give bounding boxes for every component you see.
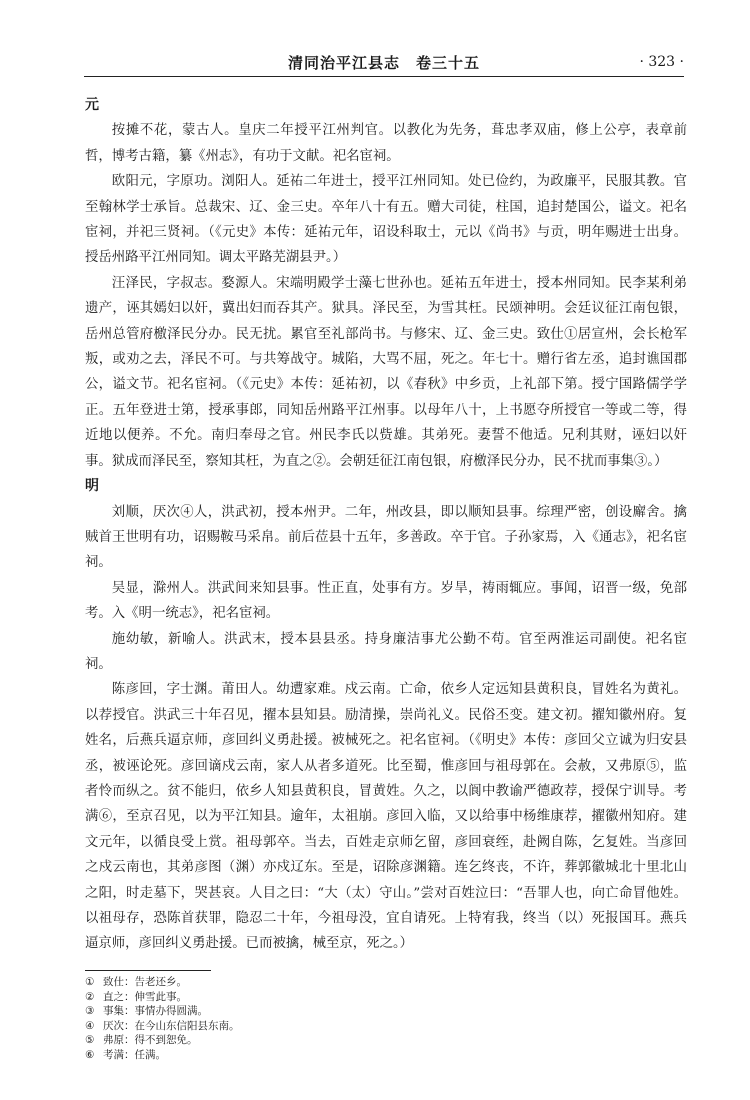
header-rule [84, 76, 684, 77]
footnote-item [85, 1033, 687, 1048]
footnote-item [85, 1004, 687, 1019]
footnote-text: 考满：任满。 [103, 1048, 166, 1061]
footnotes [85, 970, 687, 1062]
footnote-item [85, 1019, 687, 1034]
section-title-ming: 明 [85, 478, 99, 495]
entry-anshan-buhua: 按摊不花，蒙古人。皇庆二年授平江州判官。以教化为先务，葺忠孝双庙，修上公亭，表章前哲，博考古籍，纂《州志》，有功于文献。祀名宦祠。 [85, 123, 687, 164]
footnote-mark: ② [85, 990, 95, 1003]
entry-chen-yanhui: 陈彦回，字士渊。莆田人。幼遭家难。戍云南。亡命，依乡人定远知县黄积良，冒姓名为黄礼。以荐授官。洪武三十年召见，擢本县知县。励清操，崇尚礼义。民俗丕变。建文初。擢知徽州府。复姓名，后燕兵逼京师，彦回纠义勇赴援。被械死之。祀名宦祠。（《明史》本传：彦回父立诚为归安县丞，被诬论死。彦回谪戍云南，家人从者多道死。比至蜀，惟彦回与祖母郭在。会赦，又弗原⑤，监者怜而纵之。贫不能归，依乡人知县黄积良，冒黄姓。久之，以阆中教谕严德政荐，授保宁训导。考满⑥，至京召见，以为平江知县。逾年，太祖崩。彦回入临，又以给事中杨维康荐，擢徽州知府。建文元年，以循良受上赏。祖母郭卒。当去，百姓走京师乞留，彦回衰绖，赴阙自陈，乞复姓。当彦回之戍云南也，其弟彦图（渊）亦戍辽东。至是，诏除彦渊籍。连乞终丧，不许，葬郭徽城北十里北山之阳，时走墓下，哭甚哀。人目之曰：“大（太）守山。”尝对百姓泣曰：“吾罪人也，向亡命冒他姓。以祖母存，恐陈首获罪，隐忍二十年，今祖母没，宜自请死。上特宥我，终当（以）死报国耳。燕兵逼京师，彦回纠义勇赴援。已而被擒，械至京，死之。） [85, 682, 687, 952]
entry-shi-youmin: 施幼敏，新喻人。洪武末，授本县县丞。持身廉洁事尤公勤不苟。官至两淮运司副使。祀名宦祠。 [85, 631, 687, 672]
footnote-text: 弗原：得不到恕免。 [103, 1034, 198, 1046]
footnote-item [85, 1048, 687, 1063]
entry-wu-xian: 吴显，滁州人。洪武间来知县事。性正直，处事有方。岁旱，祷雨辄应。事闻，诏晋一级，免部考。入《明一统志》，祀名宦祠。 [85, 580, 687, 622]
page-header [84, 50, 684, 74]
footnote-mark: ⑤ [85, 1034, 95, 1046]
entry-ouyang-yuan: 欧阳元，字原功。浏阳人。延祐二年进士，授平江州同知。处已俭约，为政廉平，民服其教。官至翰林学士承旨。总裁宋、辽、金三史。卒年八十有五。赠大司徒，柱国，追封楚国公，谥文。祀名宦祠，并祀三贤祠。（《元史》本传：延祐元年，诏设科取士，元以《尚书》与贡，明年赐进士出身。授岳州路平江州同知。调太平路芜湖县尹。） [85, 174, 687, 266]
footnote-text: 事集：事情办得圆满。 [103, 1005, 208, 1017]
running-title: 清同治平江县志 卷三十五 [287, 54, 480, 72]
footnote-text: 致仕：告老还乡。 [103, 976, 187, 988]
page-number: · 323 · [639, 54, 684, 70]
entry-wang-zemin: 汪泽民，字叔志。婺源人。宋端明殿学士藻七世孙也。延祐五年进士，授本州同知。民李某利弟遗产，诬其嫣妇以奸，冀出妇而吞其产。狱具。泽民至，为雪其枉。民颂神明。会廷议征江南包银，岳州总管府檄泽民分办。民无扰。累官至礼部尚书。与修宋、辽、金三史。致仕①居宣州，会长枪军叛，或劝之去，泽民不可。与共筹战守。城陷，大骂不屈，死之。年七十。赠行省左丞，追封谯国郡公，谥文节。祀名宦祠。（《元史》本传：延祐初，以《春秋》中乡贡，上礼部下第。授宁国路儒学学正。五年登进士第，授承事郎，同知岳州路平江州事。以母年八十，上书愿夺所授官一等或二等，得近地以便养。不允。南归奉母之官。州民李氏以赀雄。其弟死。妻誓不他适。兄利其财，诬妇以奸事。狱成而泽民至，察知其枉，为直之②。会朝廷征江南包银，府檄泽民分办，民不扰而事集③。） [85, 275, 687, 469]
page-body [85, 93, 687, 957]
footnote-text: 直之：伸雪此事。 [103, 990, 187, 1003]
footnote-mark: ④ [85, 1019, 95, 1032]
section-title-yuan: 元 [85, 97, 99, 113]
footnote-rule [85, 970, 211, 971]
footnote-item [85, 975, 687, 990]
footnote-text: 厌次：在今山东信阳县东南。 [103, 1019, 240, 1032]
entry-liu-shun: 刘顺，厌次④人，洪武初，授本州尹。二年，州改县，即以顺知县事。综理严密，创设廨舍。擒贼首王世明有功，诏赐鞍马采帛。前后莅县十五年，多善政。卒于官。子孙家焉，入《通志》，祀名宦祠。 [85, 504, 687, 571]
footnote-mark: ① [85, 976, 95, 988]
footnote-mark: ⑥ [85, 1048, 95, 1061]
footnote-item [85, 990, 687, 1005]
footnote-mark: ③ [85, 1005, 95, 1017]
